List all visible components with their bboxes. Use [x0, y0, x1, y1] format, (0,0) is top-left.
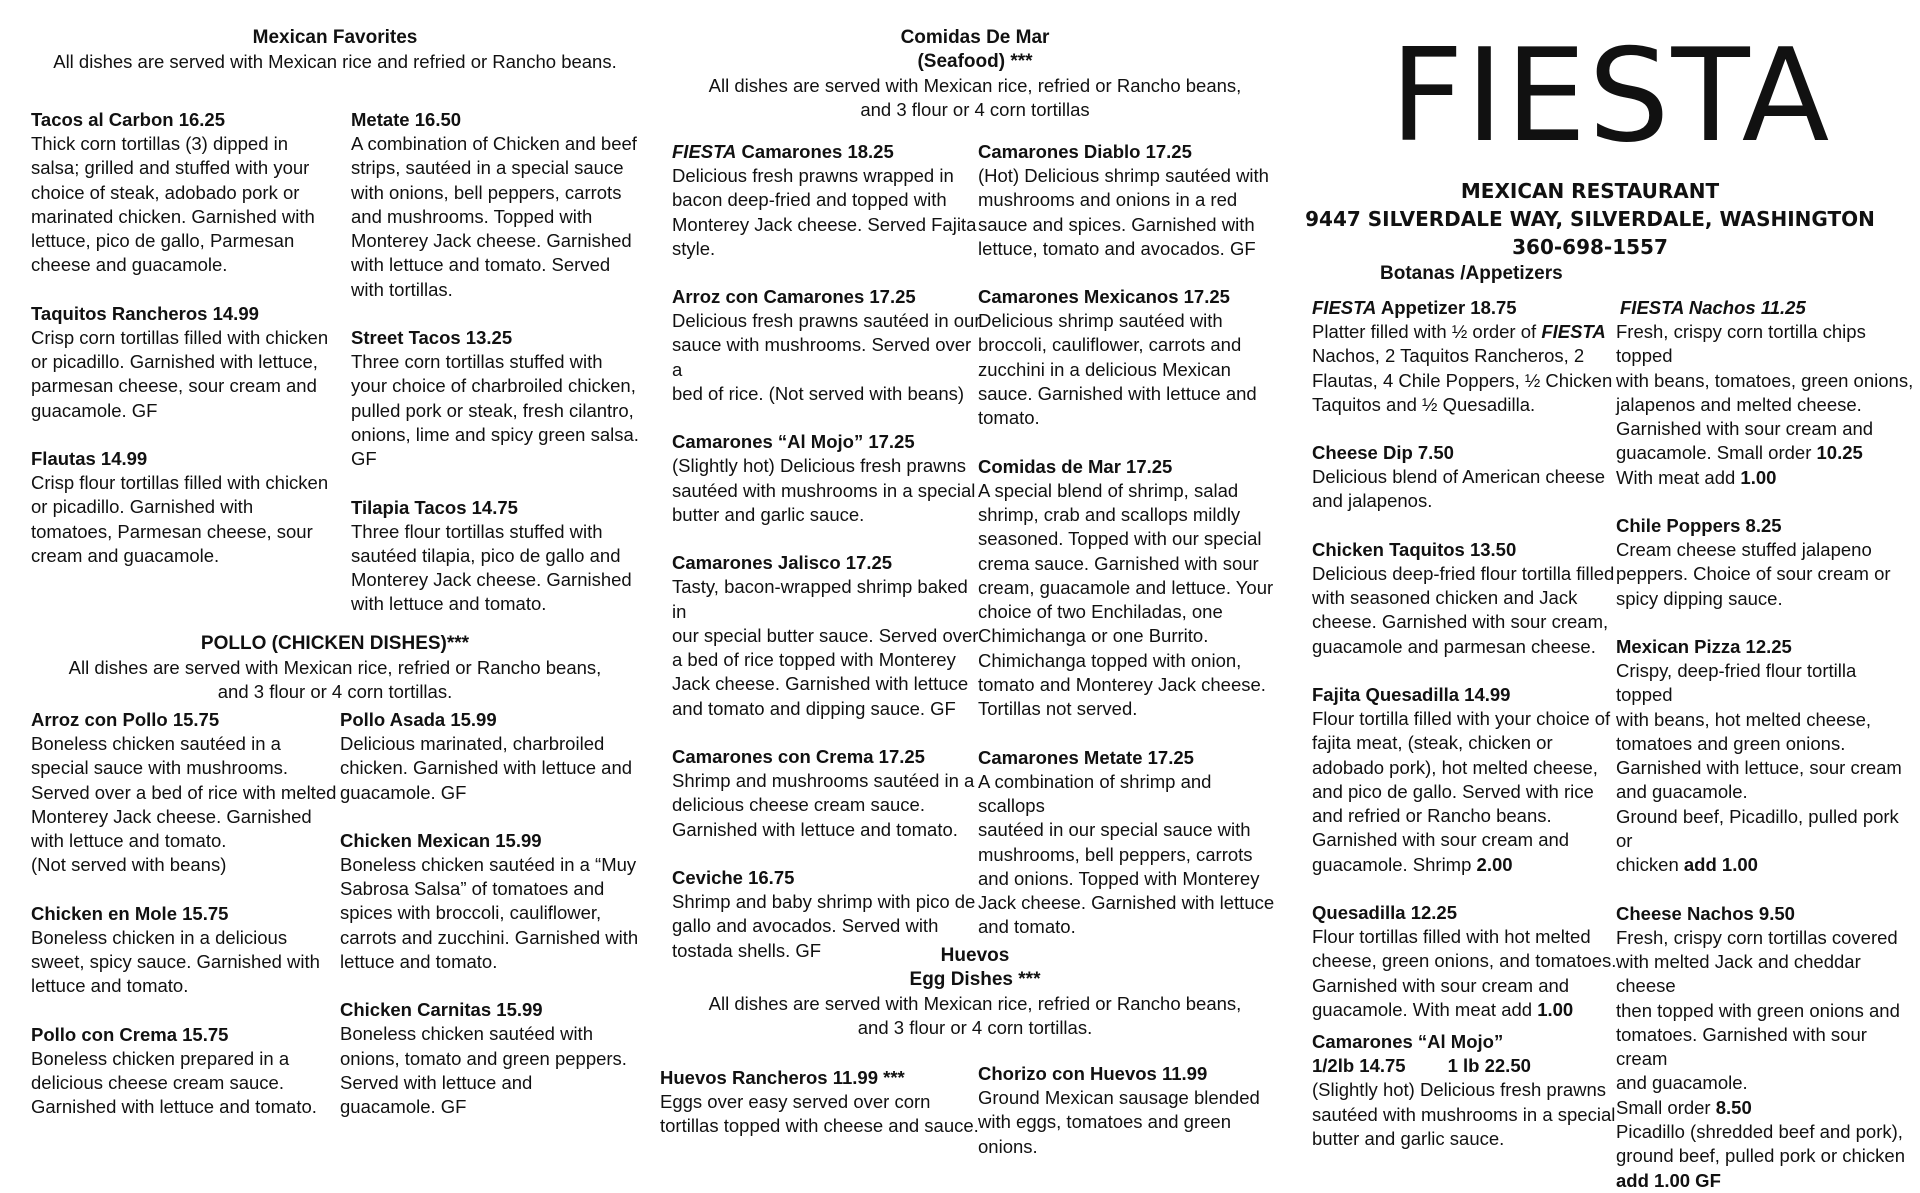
restaurant-phone: 360-698-1557 [1512, 235, 1668, 259]
section-title: Botanas /Appetizers [1380, 263, 1563, 284]
menu-item [340, 829, 640, 974]
menu-item [351, 108, 641, 302]
section-title: Comidas De Mar [900, 27, 1050, 48]
desc-part: Crispy, deep-fried flour tortilla topped with beans, hot melted cheese, tomatoes and green onions. Garnished with lettuce, sour cream and guacamole. Ground beef, Picadillo, pulled pork or chicken [1616, 659, 1902, 876]
section-note: and 3 flour or 4 corn tortillas. [217, 681, 453, 702]
item-description: Boneless chicken sautéed in a special sauce with mushrooms. Served over a bed of rice with melted Monterey Jack cheese. Garnished with lettuce and tomato. (Not served with beans) [31, 733, 337, 876]
item-description: Shrimp and baby shrimp with pico de gallo and avocados. Served with tostada shells. GF [672, 890, 976, 961]
item-name: Chicken Carnitas 15.99 [340, 999, 543, 1021]
item-name: Huevos Rancheros 11.99 *** [660, 1067, 905, 1088]
botanas-right [1616, 296, 1916, 1193]
menu-item [978, 455, 1278, 722]
desc-part: Picadillo (shredded beef and pork), ground beef, pulled pork or chicken [1616, 1121, 1905, 1167]
item-name: Arroz con Pollo 15.75 [31, 709, 220, 730]
desc-part: Fresh, crispy corn tortillas covered with melted Jack and cheddar cheese then topped with green onions and tomatoes. Garnished with sour cream and guacamole. Small order [1616, 926, 1900, 1118]
item-description: (Slightly hot) Delicious fresh prawns sautéed with mushrooms in a special butter and garlic sauce. [1312, 1079, 1616, 1149]
item-description [1312, 320, 1622, 417]
desc-part: Platter filled with ½ order of [1312, 321, 1542, 342]
menu-item [1616, 635, 1916, 878]
section-note: All dishes are served with Mexican rice, refried or Rancho beans, [708, 75, 1242, 96]
item-name: Camarones con Crema 17.25 [672, 746, 925, 768]
item-description: Eggs over easy served over corn tortillas topped with cheese and sauce. [660, 1091, 979, 1137]
menu-item [1312, 296, 1622, 417]
menu-item [351, 496, 641, 617]
menu-item [978, 746, 1278, 940]
price-extra: add 1.00 GF [1616, 1169, 1721, 1191]
item-description: Boneless chicken in a delicious sweet, spicy sauce. Garnished with lettuce and tomato. [31, 926, 320, 997]
desc-part: Flour tortilla filled with your choice of fajita meat, (steak, chicken or adobado pork), hot melted cheese, and pico de gallo. Served with rice and refried or Rancho beans. Garnished with sour cream and guacamole. Shrimp [1312, 707, 1611, 875]
section-subtitle: Egg Dishes *** [909, 969, 1041, 990]
item-description: Delicious fresh prawns sautéed in our sauce with mushrooms. Served over a bed of rice. (Not served with beans) [672, 310, 981, 405]
item-name: Cheese Dip 7.50 [1312, 442, 1454, 464]
mexican-favorites-left [31, 108, 331, 568]
pollo-header [30, 632, 640, 704]
huevos-left [660, 1066, 980, 1139]
price-extra: 2.00 [1476, 853, 1513, 875]
item-name: Camarones Metate 17.25 [978, 746, 1194, 768]
menu-item [672, 430, 982, 527]
item-name: Camarones Diablo 17.25 [978, 141, 1192, 162]
item-name [1312, 296, 1622, 320]
item-name: Tilapia Tacos 14.75 [351, 496, 518, 518]
item-description: Cream cheese stuffed jalapeno peppers. Choice of sour cream or spicy dipping sauce. [1616, 539, 1891, 609]
section-note: All dishes are served with Mexican rice, refried or Rancho beans, [708, 993, 1242, 1014]
item-name: Ceviche 16.75 [672, 866, 795, 888]
desc-part: Fresh, crispy corn tortilla chips topped with beans, tomatoes, green onions, jalapenos and melted cheese. Garnished with sour cream and guacamole. Small order [1616, 321, 1914, 464]
botanas-left [1312, 296, 1622, 1151]
menu-item [672, 140, 982, 261]
item-description: Crisp corn tortillas filled with chicken or picadillo. Garnished with lettuce, parmesan cheese, sour cream and guacamole. GF [31, 326, 329, 421]
item-name: Tacos al Carbon 16.25 [31, 109, 225, 130]
item-description: A combination of Chicken and beef strips, sautéed in a special sauce with onions, bell peppers, carrots and mushrooms. Topped with Monterey Jack cheese. Garnished with lettuce and tomato. Served with tortillas. [351, 133, 637, 300]
item-description: Three corn tortillas stuffed with your choice of charbroiled chicken, pulled pork or steak, fresh cilantro, onions, lime and spicy green salsa. GF [351, 351, 639, 470]
price-extra: 1.00 [1537, 998, 1574, 1020]
section-note: and 3 flour or 4 corn tortillas [860, 99, 1090, 120]
item-name: Camarones “Al Mojo” [1312, 1031, 1504, 1053]
menu-item [1616, 902, 1916, 1193]
huevos-right [978, 1062, 1288, 1159]
item-description: Boneless chicken sautéed in a “Muy Sabrosa Salsa” of tomatoes and spices with broccoli, cauliflower, carrots and zucchini. Garnished with lettuce and tomato. [340, 853, 639, 973]
item-description: Tasty, bacon-wrapped shrimp baked in our special butter sauce. Served over a bed of rice topped with Monterey Jack cheese. Garnished with lettuce and tomato and dipping sauce. GF [672, 576, 979, 719]
menu-item [31, 447, 331, 568]
mexican-favorites-header [30, 26, 640, 74]
item-description: Crisp flour tortillas filled with chicken or picadillo. Garnished with tomatoes, Parmesan cheese, sour cream and guacamole. [31, 471, 329, 566]
menu-item [1616, 296, 1916, 490]
item-name-rest: Camarones 18.25 [736, 141, 894, 162]
item-name: Mexican Pizza 12.25 [1616, 635, 1792, 657]
menu-item [31, 902, 341, 999]
item-name: Chile Poppers 8.25 [1616, 515, 1782, 537]
item-name: Cheese Nachos 9.50 [1616, 902, 1795, 924]
restaurant-logo-title: FIESTA [1390, 22, 1832, 171]
restaurant-address: 9447 SILVERDALE WAY, SILVERDALE, WASHINGTON [1305, 207, 1875, 231]
item-description [1312, 707, 1622, 877]
menu-item [672, 745, 982, 842]
section-note: All dishes are served with Mexican rice and refried or Rancho beans. [53, 51, 617, 72]
item-description: Three flour tortillas stuffed with sautéed tilapia, pico de gallo and Monterey Jack cheese. Garnished with lettuce and tomato. [351, 520, 632, 615]
section-title: Mexican Favorites [252, 27, 418, 48]
item-name: Camarones Jalisco 17.25 [672, 552, 893, 574]
menu-item [1616, 514, 1916, 611]
section-note: and 3 flour or 4 corn tortillas. [857, 1017, 1093, 1038]
menu-item [978, 285, 1278, 430]
item-description: Delicious shrimp sautéed with broccoli, cauliflower, carrots and zucchini in a delicious Mexican sauce. Garnished with lettuce and tomato. [978, 310, 1257, 429]
item-description: Boneless chicken sautéed with onions, tomato and green peppers. Served with lettuce and guacamole. GF [340, 1023, 627, 1118]
brand-italic: FIESTA [672, 141, 737, 162]
botanas-header [1310, 262, 1610, 286]
desc-part: With meat add [1616, 466, 1741, 488]
seafood-header [670, 26, 1280, 122]
item-name: Arroz con Camarones 17.25 [672, 286, 916, 308]
menu-item [978, 140, 1278, 261]
item-description [1616, 926, 1916, 1193]
section-title: Huevos [940, 945, 1010, 966]
item-name: Camarones Mexicanos 17.25 [978, 286, 1230, 308]
price-small: 10.25 [1816, 442, 1863, 464]
item-description: (Slightly hot) Delicious fresh prawns sautéed with mushrooms in a special butter and garlic sauce. [672, 455, 976, 525]
menu-item [31, 1023, 341, 1120]
item-description: Delicious fresh prawns wrapped in bacon deep-fried and topped with Monterey Jack cheese. Served Fajita style. [672, 165, 977, 259]
section-note: All dishes are served with Mexican rice, refried or Rancho beans, [68, 657, 602, 678]
item-description: Delicious deep-fried flour tortilla filled with seasoned chicken and Jack cheese. Garnished with sour cream, guacamole and parmesan cheese. [1312, 562, 1615, 657]
item-name: Chorizo con Huevos 11.99 [978, 1063, 1208, 1084]
menu-item [340, 708, 640, 805]
mexican-favorites-right [351, 108, 641, 617]
item-description [1616, 320, 1916, 490]
menu-item [31, 302, 331, 423]
item-description: Delicious marinated, charbroiled chicken. Garnished with lettuce and guacamole. GF [340, 733, 633, 803]
item-name: Chicken Taquitos 13.50 [1312, 538, 1517, 560]
desc-part: Nachos, 2 Taquitos Rancheros, 2 Flautas, 4 Chile Poppers, ½ Chicken Taquitos and ½ Quesadilla. [1312, 345, 1613, 415]
item-name: Chicken Mexican 15.99 [340, 829, 542, 851]
item-description [1616, 659, 1916, 878]
item-name: Comidas de Mar 17.25 [978, 455, 1173, 477]
item-description [1312, 925, 1622, 1022]
menu-item [660, 1066, 980, 1139]
price-full: 1 lb 22.50 [1447, 1055, 1531, 1077]
item-description: A special blend of shrimp, salad shrimp, crab and scallops mildly seasoned. Topped with our special crema sauce. Garnished with sour cream, guacamole and lettuce. Your choice of two Enchiladas, one Chimichanga or one Burrito. Chimichanga topped with onion, tomato and Monterey Jack cheese. Tortillas not served. [978, 479, 1274, 720]
item-name: Chicken en Mole 15.75 [31, 902, 229, 924]
price-half: 1/2lb 14.75 [1312, 1055, 1406, 1077]
item-name: Pollo Asada 15.99 [340, 709, 497, 730]
price-extra: add 1.00 [1683, 854, 1758, 876]
item-name: Street Tacos 13.25 [351, 327, 513, 349]
item-description: Shrimp and mushrooms sautéed in a delicious cheese cream sauce. Garnished with lettuce and tomato. [672, 770, 975, 840]
price-extra: 1.00 [1740, 466, 1777, 488]
price-small: 8.50 [1715, 1096, 1752, 1118]
menu-item [340, 998, 640, 1119]
item-description: Boneless chicken prepared in a delicious cheese cream sauce. Garnished with lettuce and tomato. [31, 1047, 317, 1118]
desc-part: Flour tortillas filled with hot melted cheese, green onions, and tomatoes. Garnished with sour cream and guacamole. With meat add [1312, 926, 1617, 1020]
menu-item [1312, 683, 1622, 877]
item-name-rest: Appetizer 18.75 [1376, 297, 1517, 318]
restaurant-type: MEXICAN RESTAURANT [1460, 179, 1720, 203]
menu-item [978, 1062, 1288, 1159]
section-subtitle: (Seafood) *** [917, 51, 1033, 72]
item-description: Ground Mexican sausage blended with eggs, tomatoes and green onions. [978, 1087, 1260, 1157]
item-name [672, 140, 982, 164]
item-name: FIESTA Nachos 11.25 [1620, 297, 1806, 318]
menu-item [672, 551, 982, 721]
menu-item [1312, 901, 1622, 1022]
item-name: Quesadilla 12.25 [1312, 902, 1458, 924]
brand-italic: FIESTA [1541, 321, 1606, 342]
item-name: Flautas 14.99 [31, 447, 148, 469]
menu-item [1312, 441, 1622, 514]
item-name: Taquitos Rancheros 14.99 [31, 302, 259, 324]
item-description: Thick corn tortillas (3) dipped in salsa; grilled and stuffed with your choice of steak, adobado pork or marinated chicken. Garnished with lettuce, pico de gallo, Parmesan cheese and guacamole. [31, 133, 315, 276]
menu-item [1312, 538, 1622, 659]
item-name: Camarones “Al Mojo” 17.25 [672, 431, 915, 453]
menu-item [672, 285, 982, 406]
seafood-left [672, 140, 982, 963]
section-title: POLLO (CHICKEN DISHES)*** [200, 633, 470, 654]
item-name: Pollo con Crema 15.75 [31, 1023, 229, 1045]
huevos-header [670, 944, 1280, 1040]
menu-item [31, 708, 341, 878]
item-name: Metate 16.50 [351, 109, 462, 130]
item-description: A combination of shrimp and scallops sautéed in our special sauce with mushrooms, bell peppers, carrots and onions. Topped with Monterey Jack cheese. Garnished with lettuce and tomato. [978, 770, 1275, 938]
menu-item [1312, 1030, 1622, 1151]
seafood-right [978, 140, 1278, 940]
pollo-right [340, 708, 640, 1120]
item-description: Delicious blend of American cheese and jalapenos. [1312, 466, 1606, 512]
item-name: Fajita Quesadilla 14.99 [1312, 683, 1511, 705]
pollo-left [31, 708, 341, 1120]
menu-item [351, 326, 641, 471]
brand-italic: FIESTA [1312, 297, 1377, 318]
item-description: (Hot) Delicious shrimp sautéed with mushrooms and onions in a red sauce and spices. Garnished with lettuce, tomato and avocados. GF [978, 165, 1269, 259]
item-prices [1312, 1054, 1622, 1078]
menu-item [31, 108, 331, 278]
